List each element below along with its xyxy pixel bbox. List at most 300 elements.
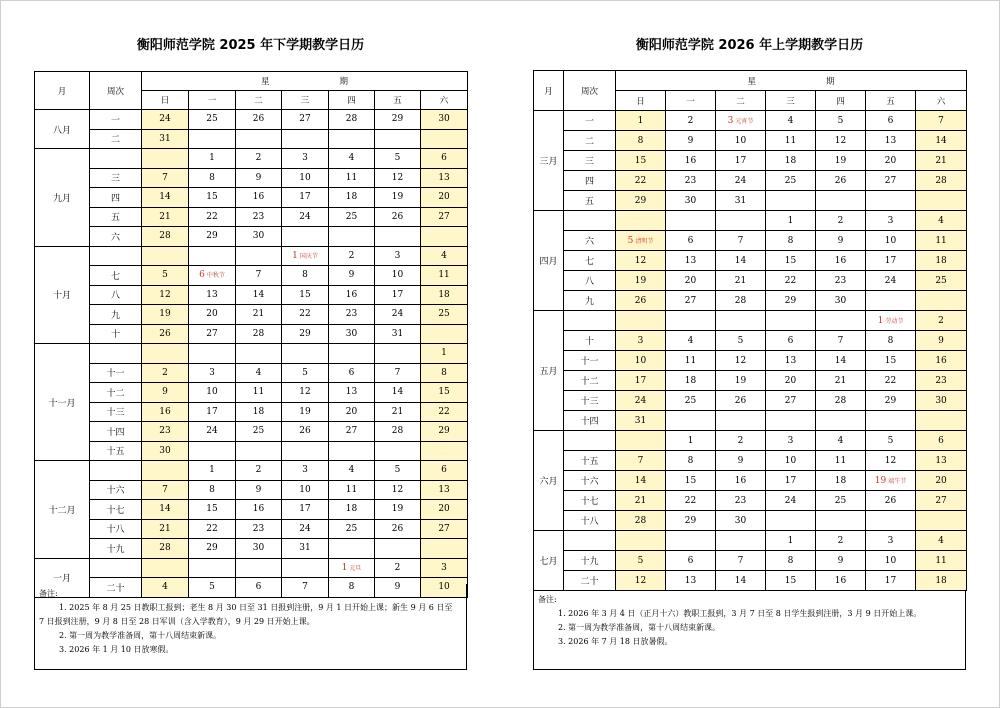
holiday-label: 端午节 [888, 477, 907, 485]
day-cell [816, 411, 866, 431]
day-cell: 9 [236, 480, 282, 500]
day-cell: 19 [282, 402, 329, 422]
week-row [534, 351, 967, 371]
week-row [534, 171, 967, 191]
week-number: 十一 [90, 363, 142, 383]
day-cell: 17 [282, 500, 329, 520]
day-cell: 10 [616, 351, 666, 371]
day-cell: 15 [282, 285, 329, 305]
day-cell: 25 [816, 491, 866, 511]
day-cell: 15 [766, 251, 816, 271]
day-cell: 13 [666, 571, 716, 591]
day-cell: 12 [142, 285, 189, 305]
day-cell: 5 [375, 461, 421, 481]
day-cell: 17 [375, 285, 421, 305]
day-cell [916, 511, 967, 531]
week-number: 五 [90, 207, 142, 227]
month-label: 五月 [534, 311, 564, 431]
week-number: 十八 [90, 519, 142, 539]
day-cell: 30 [329, 324, 375, 344]
week-row [35, 149, 468, 169]
day-cell: 30 [142, 441, 189, 461]
day-cell: 20 [866, 151, 916, 171]
day-cell: 9 [236, 168, 282, 188]
calendar-2026-spring [533, 38, 966, 668]
day-cell: 5 [189, 578, 236, 598]
day-cell: 3 [421, 558, 468, 578]
day-cell: 23 [666, 171, 716, 191]
week-number [90, 344, 142, 364]
day-cell: 7 [716, 551, 766, 571]
week-row [534, 371, 967, 391]
day-cell: 21 [616, 491, 666, 511]
week-row [35, 344, 468, 364]
week-number: 十五 [90, 441, 142, 461]
day-cell: 1 [766, 531, 816, 551]
day-cell: 27 [666, 291, 716, 311]
day-cell: 22 [666, 491, 716, 511]
day-cell: 16 [816, 251, 866, 271]
day-cell [916, 291, 967, 311]
week-row [534, 331, 967, 351]
day-cell: 12 [375, 480, 421, 500]
week-row [35, 129, 468, 149]
day-header-sat: 六 [421, 91, 468, 110]
week-row [534, 571, 967, 591]
day-cell: 24 [866, 271, 916, 291]
week-number: 二 [90, 129, 142, 149]
day-cell: 30 [236, 227, 282, 247]
day-cell: 28 [236, 324, 282, 344]
day-cell: 13 [916, 451, 967, 471]
day-cell: 9 [375, 578, 421, 598]
week-row [35, 402, 468, 422]
day-cell: 18 [236, 402, 282, 422]
day-cell: 8 [766, 231, 816, 251]
day-cell: 15 [616, 151, 666, 171]
day-cell: 13 [866, 131, 916, 151]
day-cell [766, 411, 816, 431]
day-cell: 27 [866, 171, 916, 191]
day-header-tue: 二 [716, 91, 766, 111]
day-cell: 11 [916, 231, 967, 251]
day-cell: 31 [716, 191, 766, 211]
day-cell [375, 539, 421, 559]
day-cell: 20 [666, 271, 716, 291]
day-cell: 14 [616, 471, 666, 491]
day-cell: 18 [816, 471, 866, 491]
day-cell: 11 [329, 168, 375, 188]
week-row [534, 251, 967, 271]
weekday-group-header [616, 71, 967, 91]
day-cell: 2 [716, 431, 766, 451]
week-number: 十三 [564, 391, 616, 411]
note-line: 1. 2025 年 8 月 25 日教职工报到；老生 8 月 30 日至 31 日报到注册，9 月 1 日开始上课；新生 9 月 6 日至 7 日报到注册，9 月 8 日至 28 日军训（含入学教育），9 月 29 日开始上课。 [39, 603, 453, 626]
day-cell: 11 [816, 451, 866, 471]
day-cell: 28 [142, 227, 189, 247]
calendar-title: 衡阳师范学院 2025 年下学期教学日历 [136, 38, 365, 53]
day-cell: 25 [766, 171, 816, 191]
day-cell: 3 [189, 363, 236, 383]
day-cell: 21 [716, 271, 766, 291]
week-number [564, 211, 616, 231]
week-number: 四 [564, 171, 616, 191]
day-cell: 4 [916, 211, 967, 231]
week-number: 九 [564, 291, 616, 311]
day-cell: 20 [421, 500, 468, 520]
day-cell: 20 [421, 188, 468, 208]
day-cell [816, 511, 866, 531]
day-cell: 29 [866, 391, 916, 411]
day-cell: 19 [142, 305, 189, 325]
day-cell [916, 411, 967, 431]
day-cell: 6 [766, 331, 816, 351]
day-cell: 28 [616, 511, 666, 531]
notes [533, 590, 966, 670]
day-cell: 27 [916, 491, 967, 511]
day-number: 1 [877, 315, 884, 326]
day-cell [142, 246, 189, 266]
week-number: 七 [564, 251, 616, 271]
day-cell: 10 [866, 551, 916, 571]
week-row [35, 519, 468, 539]
month-label: 十二月 [35, 461, 90, 559]
week-number: 十八 [564, 511, 616, 531]
day-cell [766, 311, 816, 331]
day-cell: 15 [666, 471, 716, 491]
day-cell: 8 [282, 266, 329, 286]
week-number [564, 431, 616, 451]
week-number: 十三 [90, 402, 142, 422]
week-number: 六 [564, 231, 616, 251]
week-number: 十九 [564, 551, 616, 571]
week-row [534, 451, 967, 471]
week-number: 十四 [564, 411, 616, 431]
week-row [35, 558, 468, 578]
day-cell [866, 471, 916, 491]
week-row [534, 131, 967, 151]
day-cell [189, 344, 236, 364]
day-cell: 23 [716, 491, 766, 511]
day-cell: 17 [716, 151, 766, 171]
week-number [90, 246, 142, 266]
week-row [534, 391, 967, 411]
note-line: 1. 2026 年 3 月 4 日（正月十六）教职工报到，3 月 7 日至 8 日学生报到注册，3 月 9 日开始上课。 [558, 609, 922, 618]
day-cell: 30 [816, 291, 866, 311]
calendar-table [34, 71, 468, 598]
day-cell: 9 [329, 266, 375, 286]
day-cell: 21 [236, 305, 282, 325]
day-cell: 24 [616, 391, 666, 411]
day-cell: 10 [716, 131, 766, 151]
day-cell: 6 [329, 363, 375, 383]
week-number: 十 [90, 324, 142, 344]
week-number: 五 [564, 191, 616, 211]
day-cell: 29 [375, 110, 421, 130]
week-row [35, 266, 468, 286]
day-cell [866, 311, 916, 331]
holiday-label: 国庆节 [299, 252, 318, 260]
day-cell: 2 [236, 461, 282, 481]
day-cell: 4 [236, 363, 282, 383]
day-cell [329, 227, 375, 247]
day-header-sun: 日 [616, 91, 666, 111]
calendar-2025-fall [34, 38, 467, 668]
day-cell: 8 [189, 168, 236, 188]
day-cell [375, 129, 421, 149]
day-cell: 9 [816, 551, 866, 571]
day-cell: 19 [616, 271, 666, 291]
day-cell [375, 227, 421, 247]
week-row [35, 285, 468, 305]
week-number: 七 [90, 266, 142, 286]
day-cell: 21 [916, 151, 967, 171]
day-cell: 24 [142, 110, 189, 130]
day-cell: 30 [716, 511, 766, 531]
day-cell: 7 [616, 451, 666, 471]
day-cell: 4 [421, 246, 468, 266]
day-cell: 22 [616, 171, 666, 191]
day-cell: 30 [236, 539, 282, 559]
day-cell: 15 [421, 383, 468, 403]
day-cell: 29 [189, 227, 236, 247]
day-cell: 5 [616, 551, 666, 571]
day-cell [666, 531, 716, 551]
day-cell: 14 [916, 131, 967, 151]
day-cell: 17 [766, 471, 816, 491]
day-cell [421, 539, 468, 559]
week-row [35, 461, 468, 481]
day-cell: 20 [329, 402, 375, 422]
week-row [534, 511, 967, 531]
day-cell [236, 441, 282, 461]
day-cell: 13 [421, 168, 468, 188]
week-row [534, 191, 967, 211]
day-cell: 31 [616, 411, 666, 431]
day-cell: 20 [766, 371, 816, 391]
day-cell: 25 [666, 391, 716, 411]
week-row [534, 231, 967, 251]
week-row [534, 531, 967, 551]
day-cell: 25 [189, 110, 236, 130]
week-number: 一 [90, 110, 142, 130]
day-cell [716, 211, 766, 231]
day-cell: 28 [716, 291, 766, 311]
day-cell: 2 [142, 363, 189, 383]
week-number [90, 149, 142, 169]
day-cell: 24 [282, 207, 329, 227]
week-number: 二十 [90, 578, 142, 598]
calendar-table [533, 70, 967, 591]
day-cell: 23 [329, 305, 375, 325]
day-cell: 1 [766, 211, 816, 231]
day-cell: 2 [816, 211, 866, 231]
week-row [534, 471, 967, 491]
note-line: 3. 2026 年 1 月 10 日放寒假。 [59, 645, 174, 654]
day-cell [866, 191, 916, 211]
day-cell: 10 [421, 578, 468, 598]
day-cell: 19 [716, 371, 766, 391]
day-cell: 8 [866, 331, 916, 351]
day-cell: 15 [866, 351, 916, 371]
day-cell: 26 [866, 491, 916, 511]
day-cell: 20 [189, 305, 236, 325]
holiday-label: 元旦 [349, 564, 362, 572]
day-cell: 18 [916, 571, 967, 591]
day-cell: 8 [616, 131, 666, 151]
week-number: 十四 [90, 422, 142, 442]
week-row [35, 363, 468, 383]
day-cell [329, 129, 375, 149]
week-number: 八 [564, 271, 616, 291]
day-cell: 14 [375, 383, 421, 403]
day-cell [666, 211, 716, 231]
day-cell [616, 531, 666, 551]
week-number: 八 [90, 285, 142, 305]
day-cell [329, 558, 375, 578]
day-cell [282, 558, 329, 578]
day-cell: 5 [716, 331, 766, 351]
day-cell: 7 [375, 363, 421, 383]
day-cell: 3 [282, 149, 329, 169]
day-number: 19 [874, 475, 887, 486]
day-cell: 13 [329, 383, 375, 403]
day-cell: 10 [866, 231, 916, 251]
day-cell: 17 [282, 188, 329, 208]
day-cell: 22 [189, 207, 236, 227]
day-cell: 4 [816, 431, 866, 451]
day-number: 5 [627, 235, 634, 246]
day-cell: 31 [282, 539, 329, 559]
week-number [90, 461, 142, 481]
day-number: 6 [199, 270, 205, 281]
day-cell: 8 [666, 451, 716, 471]
day-cell: 22 [421, 402, 468, 422]
day-cell: 2 [236, 149, 282, 169]
day-cell: 6 [666, 551, 716, 571]
day-cell: 26 [375, 519, 421, 539]
week-row [35, 305, 468, 325]
day-cell [716, 531, 766, 551]
day-cell: 29 [666, 511, 716, 531]
day-cell: 10 [189, 383, 236, 403]
day-cell: 12 [282, 383, 329, 403]
day-cell: 1 [189, 149, 236, 169]
month-header: 月 [35, 72, 90, 110]
day-cell: 9 [142, 383, 189, 403]
day-cell [616, 231, 666, 251]
day-cell [866, 291, 916, 311]
day-cell: 3 [282, 461, 329, 481]
week-row [534, 271, 967, 291]
day-cell: 6 [421, 461, 468, 481]
day-cell: 2 [375, 558, 421, 578]
day-cell [282, 441, 329, 461]
day-header-mon: 一 [666, 91, 716, 111]
day-cell: 10 [282, 480, 329, 500]
day-cell: 22 [189, 519, 236, 539]
holiday-label: 劳动节 [885, 317, 904, 325]
day-cell: 27 [421, 519, 468, 539]
day-cell: 7 [916, 111, 967, 131]
day-cell: 1 [666, 431, 716, 451]
day-cell: 7 [142, 168, 189, 188]
day-cell: 26 [282, 422, 329, 442]
day-cell: 14 [816, 351, 866, 371]
day-cell: 24 [375, 305, 421, 325]
day-cell: 12 [716, 351, 766, 371]
day-cell [236, 129, 282, 149]
day-cell [142, 461, 189, 481]
day-cell: 6 [866, 111, 916, 131]
day-cell: 21 [375, 402, 421, 422]
day-cell [766, 191, 816, 211]
day-cell [666, 411, 716, 431]
day-cell: 9 [666, 131, 716, 151]
day-number: 1 [341, 562, 348, 573]
day-cell [189, 558, 236, 578]
week-number: 十六 [564, 471, 616, 491]
day-cell: 3 [616, 331, 666, 351]
week-header: 周次 [564, 71, 616, 111]
day-cell: 24 [766, 491, 816, 511]
day-cell: 23 [816, 271, 866, 291]
day-cell: 23 [916, 371, 967, 391]
week-row [534, 431, 967, 451]
day-cell [616, 431, 666, 451]
day-cell [282, 227, 329, 247]
day-cell: 12 [866, 451, 916, 471]
day-cell: 5 [375, 149, 421, 169]
notes [34, 584, 467, 670]
holiday-label: 元宵节 [735, 117, 754, 125]
day-cell: 25 [329, 519, 375, 539]
month-header: 月 [534, 71, 564, 111]
day-cell: 26 [816, 171, 866, 191]
week-number: 十七 [90, 500, 142, 520]
week-row [35, 110, 468, 130]
day-cell: 2 [329, 246, 375, 266]
calendar-title: 衡阳师范学院 2026 年上学期教学日历 [635, 38, 864, 53]
day-cell: 14 [716, 251, 766, 271]
day-header-wed: 三 [282, 91, 329, 110]
month-label: 四月 [534, 211, 564, 311]
day-header-sat: 六 [916, 91, 967, 111]
day-cell [666, 311, 716, 331]
day-cell: 7 [282, 578, 329, 598]
day-cell: 12 [616, 251, 666, 271]
day-cell: 11 [329, 480, 375, 500]
day-cell: 29 [189, 539, 236, 559]
day-cell: 21 [142, 207, 189, 227]
week-row [35, 539, 468, 559]
day-cell: 16 [142, 402, 189, 422]
day-cell: 16 [916, 351, 967, 371]
day-cell: 27 [189, 324, 236, 344]
week-number: 三 [90, 168, 142, 188]
day-cell: 16 [236, 188, 282, 208]
day-cell: 11 [236, 383, 282, 403]
day-cell [716, 411, 766, 431]
day-cell: 2 [916, 311, 967, 331]
day-cell: 10 [375, 266, 421, 286]
day-cell: 29 [766, 291, 816, 311]
day-cell: 27 [421, 207, 468, 227]
day-cell: 5 [282, 363, 329, 383]
day-cell: 18 [916, 251, 967, 271]
day-cell: 25 [421, 305, 468, 325]
day-cell: 28 [142, 539, 189, 559]
